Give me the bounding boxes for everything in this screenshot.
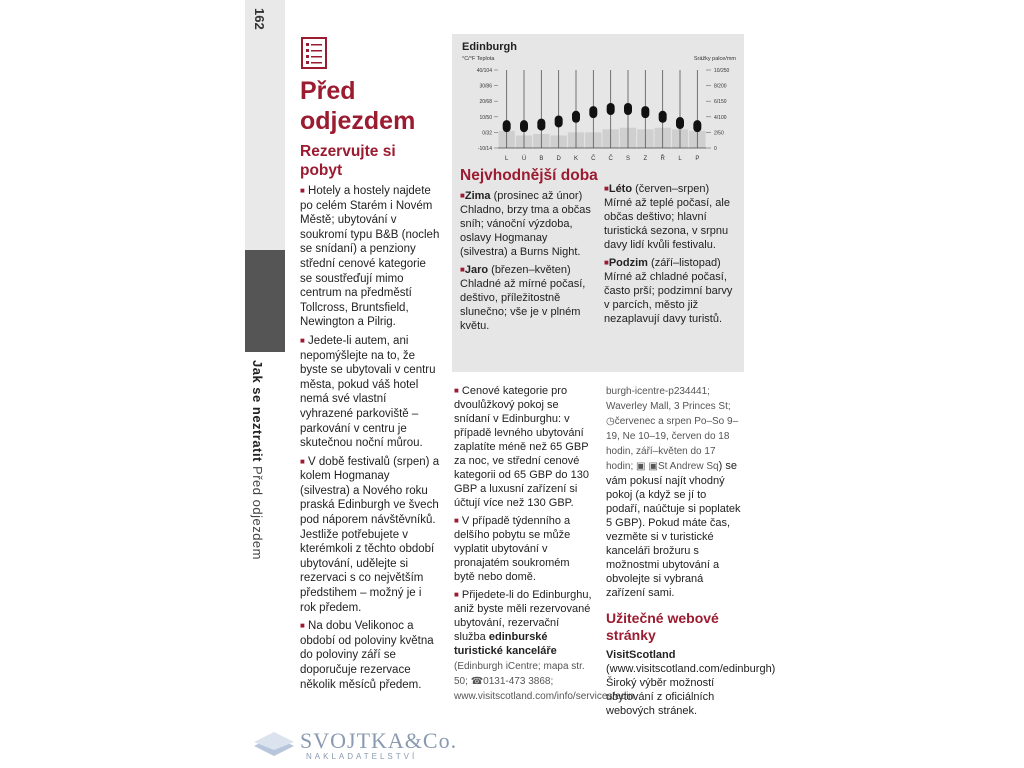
chart-temp-point <box>659 111 667 123</box>
paragraph: ■ Přijedete-li do Edinburghu, aniž byste měli rezervované ubytování, rezervační služba edinburské turistické kanceláře (Edinburgh iCentre; mapa str. 50; ☎0131-473 3868; www.visitscotland.com/info/services/edin <box>454 589 635 702</box>
checklist-icon <box>301 37 327 69</box>
chart-right-tick: 10/250 <box>714 68 730 74</box>
phone-icon: ☎ <box>470 676 484 687</box>
chart-month-label: Ú <box>521 156 527 162</box>
chart-temp-point <box>520 120 528 132</box>
publisher-logo: SVOJTKA&Co. <box>300 728 458 753</box>
right-column <box>606 384 776 722</box>
paragraph: burgh-icentre-p234441; Waverley Mall, 3 Princes St; ◷červenec a srpen Po–So 9–19, Ne 10–19, červen do 18 hodin, září–květen do 17 hodin; ▣ ▣St Andrew Sq) se vám pokusí najít vhodný pokoj (a když se jí to podaří, naúčtuje si poplatek 5 GBP). Pokud máte čas, vezměte si v turistické kanceláři brožuru s možnostmi ubytování a obvolejte si vybraná zařízení sami. <box>606 386 741 599</box>
chart-month-label: D <box>556 156 561 162</box>
chart-month-label: L <box>504 156 509 162</box>
chart-month-label: Ř <box>660 156 665 162</box>
chart-month-label: K <box>573 156 579 162</box>
best-time-left <box>460 166 598 337</box>
chart-left-tick: 40/104 <box>476 68 492 74</box>
chart-right-tick: 0 <box>714 146 717 152</box>
best-time-right <box>604 182 740 330</box>
book-logo-icon <box>252 728 296 758</box>
chart-temp-point <box>693 120 701 132</box>
chart-temp-point <box>624 103 632 115</box>
running-title: Jak se neztratit Před odjezdem <box>250 360 265 560</box>
clock-icon: ◷ <box>606 416 615 427</box>
chart-temp-point <box>572 111 580 123</box>
chart-right-tick: 2/50 <box>714 130 724 137</box>
best-time-box <box>452 34 744 372</box>
season-autumn: ■Podzim (září–listopad) Mírné až chladné počasí, často prší; podzimní barvy v parcích, město již nezaplavují davy turistů. <box>604 257 733 325</box>
side-strip-dark <box>245 250 285 352</box>
chart-right-tick: 8/200 <box>714 83 727 90</box>
chart-ylabel-left: °C/°F Teplota <box>462 56 495 62</box>
page-title: Před odjezdem <box>300 77 416 135</box>
chart-temp-point <box>607 103 615 115</box>
chart-left-tick: 20/68 <box>479 99 492 106</box>
season-summer: ■Léto (červen–srpen) Mírné až teplé počasí, ale občas deštivo; hlavní turistická sezona, v srpnu davy lidí kvůli festivalu. <box>604 183 730 251</box>
chart-month-label: P <box>695 156 700 162</box>
chart-month-label: B <box>539 156 544 162</box>
paragraph: ■ Hotely a hostely najdete po celém Starém i Novém Městě; ubytování v soukromí typu B&B (nocleh se snídaní) a penziony střední cenové kategorie se soustřeďují mimo centrum na předměstí Tollcross, Bruntsfield, Newington a Pilrig. <box>300 185 440 329</box>
section-heading-booking: Rezervujte si pobyt <box>300 143 396 179</box>
chart-title: Edinburgh <box>462 41 517 53</box>
chart-left-tick: 0/32 <box>482 130 492 137</box>
publisher-subtitle: NAKLADATELSTVÍ <box>306 752 418 761</box>
chart-temp-point <box>676 117 684 129</box>
chart-temp-point <box>589 106 597 118</box>
climate-chart <box>460 40 738 168</box>
middle-column <box>454 384 635 708</box>
left-column <box>300 76 440 696</box>
chart-left-tick: -10/14 <box>477 146 492 152</box>
paragraph: ■ Na dobu Velikonoc a období od poloviny května do poloviny září se doporučuje rezervace několik měsíců předem. <box>300 620 434 691</box>
season-spring: ■Jaro (březen–květen) Chladné až mírné počasí, deštivo, příležitostně slunečno; vše je v plném květu. <box>460 264 586 332</box>
chart-temp-point <box>537 119 545 131</box>
websites-heading: Užitečné webové stránky <box>606 610 719 643</box>
paragraph: ■ Jedete-li autem, ani nepomýšlejte na to, že byste se ubytovali v centru města, pokud váš hotel nemá své vlastní vyhrazené parkoviště – parkování v centru je skutečnou noční můrou. <box>300 334 436 450</box>
page-number: 162 <box>252 8 267 30</box>
chart-left-tick: 10/50 <box>479 114 492 121</box>
chart-temp-point <box>503 120 511 132</box>
map-marker-icon: ▣ <box>648 461 658 472</box>
wifi-icon: ▣ <box>636 461 646 472</box>
chart-month-label: S <box>625 156 631 162</box>
website-entry: VisitScotland (www.visitscotland.com/edinburgh) Široký výběr možností ubytování z oficiálních webových stránek. <box>606 649 776 717</box>
paragraph: ■ Cenové kategorie pro dvoulůžkový pokoj se snídaní v Edinburghu: v případě levného ubytování zaplatíte méně než 65 GBP za noc, ve střední cenové kategorii od 65 GBP do 130 GBP a luxusní zařízení si účtují více než 130 GBP. <box>454 385 589 509</box>
side-strip-light <box>245 0 285 250</box>
best-time-heading: Nejvhodnější doba <box>460 167 598 184</box>
paragraph: ■ V době festivalů (srpen) a kolem Hogmanay (silvestra) a Nového roku praská Edinburgh ve švech pod náporem návštěvníků. Jestliže potřebujete v kterémkoli z těchto období ubytování, udělejte si rezervaci s co největším předstihem – možný je i rok předem. <box>300 455 440 614</box>
chart-month-label: Z <box>643 156 648 162</box>
chart-temp-point <box>641 106 649 118</box>
chart-month-label: L <box>678 156 682 162</box>
chart-month-label: Č <box>608 156 613 162</box>
chart-month-label: Č <box>591 156 596 162</box>
chart-temp-point <box>555 115 563 127</box>
chart-right-tick: 4/100 <box>714 114 727 121</box>
paragraph: ■ V případě týdenního a delšího pobytu se může vyplatit ubytování v pronajatém soukromém bytě nebo domě. <box>454 515 571 583</box>
chart-right-tick: 6/150 <box>714 99 727 106</box>
chart-left-tick: 30/86 <box>479 83 492 90</box>
chart-ylabel-right: Srážky palce/mm <box>693 56 736 62</box>
season-winter: ■Zima (prosinec až únor) Chladno, brzy tma a občas sníh; vánoční výzdoba, oslavy Hogmanay (silvestra) a Burns Night. <box>460 190 591 258</box>
